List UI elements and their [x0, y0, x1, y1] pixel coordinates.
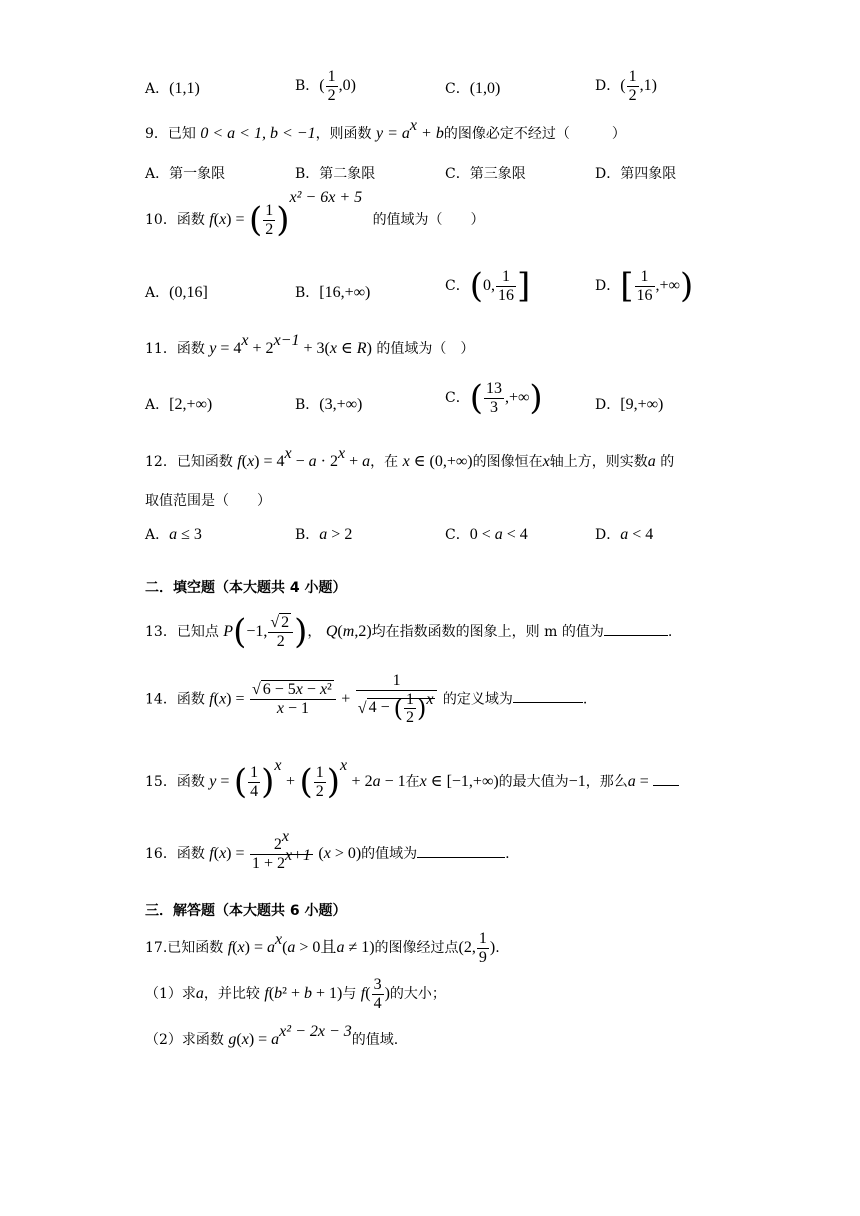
q9-option-b: B．第二象限 — [295, 166, 376, 182]
question-9: 9．已知 0 < a < 1, b < −1，则函数 $y = a^x + b$的图像必定不经过（ ） — [145, 117, 626, 142]
q10-option-c: C．(0, $\frac{1}{16}$ ] — [445, 266, 531, 307]
question-17-part-1: （1）求a，并比较 f(b² + b + 1)与 f( $\frac{3}{4}$ )的大小； — [145, 976, 446, 1012]
question-13: 13．已知点 P(−1, $\frac{√ 2}{2}$ )， Q(m,2)均在指数函数的图象上，则 m 的值为 . — [145, 612, 673, 653]
q9-option-d: D．第四象限 — [595, 166, 677, 182]
q11-option-d: D．[9,+∞) — [595, 396, 664, 413]
q8-option-b: B．( $\frac{1}{2}$ ,0) — [295, 68, 356, 104]
question-11: 11．函数 $y = 4^x + 2^{x-1} + 3(x$ ∈ R) 的值域为（ ） — [145, 332, 475, 357]
q12-option-b: B．a > 2 — [295, 526, 353, 543]
q10-option-a: A．(0,16] — [145, 284, 208, 301]
question-14: 14．函数 f(x) = $\frac{\text{√ 6 − 5x − x²}}{x - 1}$ + 1 √ 4 − ( $\frac{1}{2}$ )$^x$ 的定义域为 . — [145, 672, 588, 727]
question-17-part-2: （2）求函数 $g(x) = a^{x^2 - 2x - 3}$的值域. — [145, 1023, 399, 1048]
section-2-heading: 二．填空题（本大题共 4 小题） — [145, 580, 347, 596]
q8-option-c: C．(1,0) — [445, 80, 501, 97]
question-16: 16．函数 f(x) = $\frac{2^x}{1 + 2^{x+1}}$ (x > 0)的值域为 . — [145, 828, 510, 872]
q11-option-a: A．[2,+∞) — [145, 396, 213, 413]
question-17: 17.已知函数 $f(x) = a^x(a > 0$且a ≠ 1)的图像经过点(2, $\frac{1}{9}$ ). — [145, 930, 500, 966]
q9-option-c: C．第三象限 — [445, 166, 526, 182]
q10-option-d: D．[ $\frac{1}{16}$ ,+∞) — [595, 266, 694, 307]
section-3-heading: 三．解答题（本大题共 6 小题） — [145, 903, 347, 919]
question-12: 12．已知函数 $f(x) = 4^x - a \cdot 2^x + a$，在 x ∈ (0,+∞)的图像恒在x轴上方，则实数a 的 — [145, 445, 675, 470]
q11-option-c: C．( $\frac{13}{3}$ ,+∞) — [445, 378, 543, 419]
q8-option-a: A．(1,1) — [145, 80, 200, 97]
q9-option-a: A．第一象限 — [145, 166, 226, 182]
q11-option-b: B．(3,+∞) — [295, 396, 363, 413]
q10-option-b: B．[16,+∞) — [295, 284, 371, 301]
q12-option-c: C．0 < a < 4 — [445, 526, 528, 543]
question-10: 10．函数 f(x) = ( $\frac{1}{2}$ )$^{x^2 - 6x + 5}$ 的值域为（ ） — [145, 189, 485, 240]
q8-option-d: D．( $\frac{1}{2}$ ,1) — [595, 68, 657, 104]
question-12-line2: 取值范围是（ ） — [145, 493, 271, 509]
question-15: 15．函数 y = ( $\frac{1}{4}$ )$^x$ + ( $\frac{1}{2}$ )$^x$ + 2a − 1在x ∈ [−1,+∞)的最大值为−1，那么a = — [145, 764, 679, 800]
q12-option-d: D．a < 4 — [595, 526, 654, 543]
q12-option-a: A．a ≤ 3 — [145, 526, 202, 543]
